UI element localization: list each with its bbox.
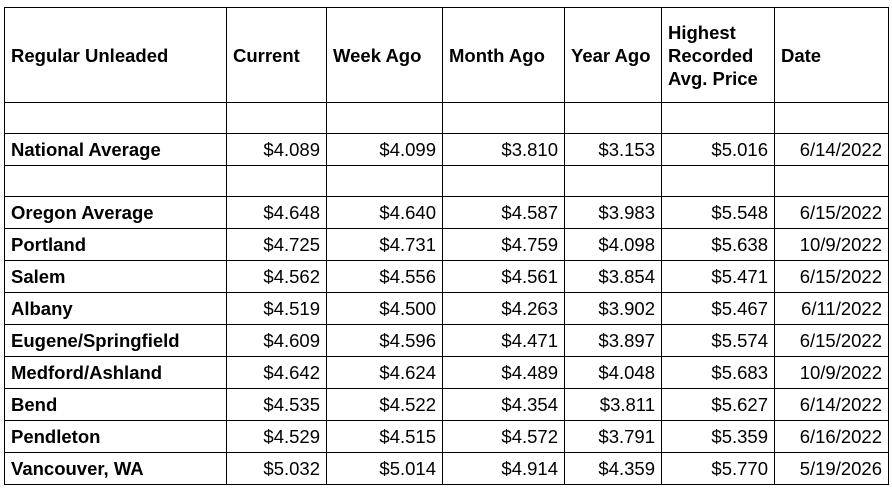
cell-current: $4.519: [227, 293, 327, 325]
cell-current: $4.089: [227, 134, 327, 166]
cell-current: $4.562: [227, 261, 327, 293]
cell-current: $4.535: [227, 389, 327, 421]
header-week-ago: Week Ago: [327, 8, 443, 103]
table-row: [5, 134, 889, 166]
cell-week-ago: $4.731: [327, 229, 443, 261]
spacer-row: [5, 103, 889, 134]
table-row: [5, 197, 889, 229]
cell-week-ago: $4.522: [327, 389, 443, 421]
cell-date: 6/15/2022: [775, 197, 889, 229]
cell-date: 6/15/2022: [775, 325, 889, 357]
cell-week-ago: $4.500: [327, 293, 443, 325]
cell-week-ago: $4.624: [327, 357, 443, 389]
cell-highest-price: $5.770: [662, 453, 775, 485]
cell-year-ago: $3.791: [565, 421, 662, 453]
spacer-cell: [565, 103, 662, 134]
cell-date: 10/9/2022: [775, 229, 889, 261]
cell-month-ago: $4.914: [443, 453, 565, 485]
header-current: Current: [227, 8, 327, 103]
gas-price-table: [4, 7, 889, 485]
cell-week-ago: $4.596: [327, 325, 443, 357]
cell-location: Salem: [5, 261, 227, 293]
cell-date: 6/16/2022: [775, 421, 889, 453]
spacer-row: [5, 166, 889, 197]
cell-year-ago: $4.098: [565, 229, 662, 261]
cell-year-ago: $3.897: [565, 325, 662, 357]
spacer-cell: [5, 103, 227, 134]
spacer-cell: [565, 166, 662, 197]
cell-year-ago: $3.902: [565, 293, 662, 325]
cell-location: Pendleton: [5, 421, 227, 453]
cell-current: $4.529: [227, 421, 327, 453]
spacer-cell: [327, 103, 443, 134]
cell-date: 6/14/2022: [775, 389, 889, 421]
header-date: Date: [775, 8, 889, 103]
cell-date: 6/15/2022: [775, 261, 889, 293]
cell-location: Medford/Ashland: [5, 357, 227, 389]
spacer-cell: [662, 166, 775, 197]
cell-location: Eugene/Springfield: [5, 325, 227, 357]
cell-highest-price: $5.574: [662, 325, 775, 357]
cell-location: Portland: [5, 229, 227, 261]
cell-year-ago: $4.048: [565, 357, 662, 389]
table-row: [5, 453, 889, 485]
cell-highest-price: $5.471: [662, 261, 775, 293]
cell-month-ago: $4.759: [443, 229, 565, 261]
header-highest-recorded-price: Highest Recorded Avg. Price: [662, 8, 775, 103]
cell-highest-price: $5.548: [662, 197, 775, 229]
table-row: [5, 325, 889, 357]
cell-year-ago: $3.854: [565, 261, 662, 293]
cell-highest-price: $5.359: [662, 421, 775, 453]
spacer-cell: [443, 103, 565, 134]
cell-current: $4.648: [227, 197, 327, 229]
cell-current: $4.642: [227, 357, 327, 389]
table-row: [5, 293, 889, 325]
table-row: [5, 261, 889, 293]
cell-date: 6/14/2022: [775, 134, 889, 166]
cell-month-ago: $4.561: [443, 261, 565, 293]
cell-year-ago: $3.153: [565, 134, 662, 166]
cell-year-ago: $3.983: [565, 197, 662, 229]
cell-year-ago: $4.359: [565, 453, 662, 485]
header-month-ago: Month Ago: [443, 8, 565, 103]
spacer-cell: [227, 103, 327, 134]
spacer-cell: [227, 166, 327, 197]
table-row: [5, 357, 889, 389]
cell-year-ago: $3.811: [565, 389, 662, 421]
cell-current: $4.609: [227, 325, 327, 357]
cell-location: National Average: [5, 134, 227, 166]
table-row: [5, 421, 889, 453]
header-row: [5, 8, 889, 103]
cell-month-ago: $3.810: [443, 134, 565, 166]
cell-month-ago: $4.587: [443, 197, 565, 229]
cell-date: 6/11/2022: [775, 293, 889, 325]
cell-highest-price: $5.016: [662, 134, 775, 166]
spacer-cell: [5, 166, 227, 197]
spacer-cell: [327, 166, 443, 197]
spacer-cell: [443, 166, 565, 197]
cell-month-ago: $4.572: [443, 421, 565, 453]
cell-current: $5.032: [227, 453, 327, 485]
cell-location: Albany: [5, 293, 227, 325]
header-regular-unleaded: Regular Unleaded: [5, 8, 227, 103]
spacer-cell: [662, 103, 775, 134]
spacer-cell: [775, 166, 889, 197]
cell-month-ago: $4.489: [443, 357, 565, 389]
spacer-cell: [775, 103, 889, 134]
cell-current: $4.725: [227, 229, 327, 261]
cell-location: Vancouver, WA: [5, 453, 227, 485]
cell-highest-price: $5.638: [662, 229, 775, 261]
cell-date: 5/19/2026: [775, 453, 889, 485]
table-body: [5, 103, 889, 485]
cell-highest-price: $5.683: [662, 357, 775, 389]
cell-month-ago: $4.354: [443, 389, 565, 421]
table-row: [5, 389, 889, 421]
cell-week-ago: $4.515: [327, 421, 443, 453]
cell-location: Oregon Average: [5, 197, 227, 229]
cell-highest-price: $5.627: [662, 389, 775, 421]
cell-location: Bend: [5, 389, 227, 421]
header-year-ago: Year Ago: [565, 8, 662, 103]
cell-month-ago: $4.263: [443, 293, 565, 325]
cell-month-ago: $4.471: [443, 325, 565, 357]
cell-week-ago: $4.556: [327, 261, 443, 293]
cell-week-ago: $4.099: [327, 134, 443, 166]
table-row: [5, 229, 889, 261]
cell-week-ago: $5.014: [327, 453, 443, 485]
cell-highest-price: $5.467: [662, 293, 775, 325]
cell-week-ago: $4.640: [327, 197, 443, 229]
cell-date: 10/9/2022: [775, 357, 889, 389]
